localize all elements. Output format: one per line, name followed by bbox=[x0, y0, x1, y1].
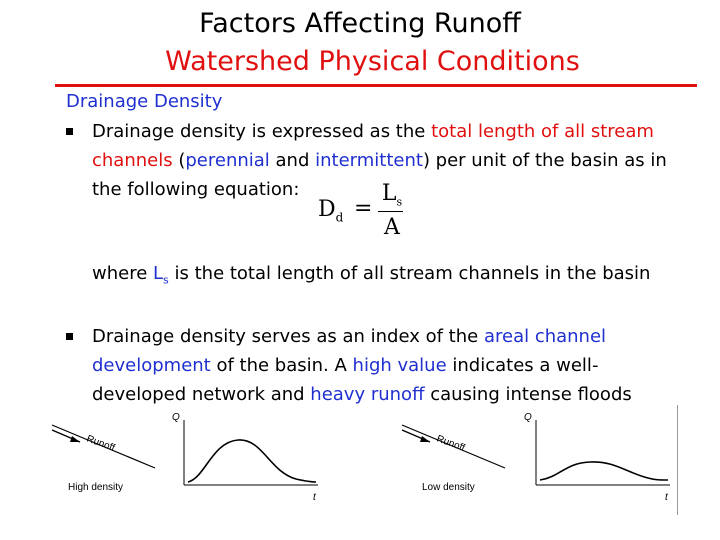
equation-lhs bbox=[318, 197, 343, 224]
hydrograph-curve-low bbox=[540, 462, 668, 480]
t-axis-label: t bbox=[313, 492, 316, 503]
highlight-blue: areal channel bbox=[483, 326, 607, 347]
runoff-label: Runoff bbox=[84, 433, 117, 454]
highlight-blue: intermittent bbox=[315, 150, 423, 171]
bullet-drainage-index bbox=[66, 322, 682, 409]
arrowhead-icon bbox=[70, 436, 80, 442]
q-axis-label: Q bbox=[172, 412, 180, 423]
equation-subscript: s bbox=[396, 195, 403, 209]
equation-subscript: s bbox=[163, 273, 169, 287]
bullet-square-icon bbox=[66, 128, 73, 135]
text-span: indicates a well- bbox=[446, 355, 599, 376]
symbol-ls bbox=[153, 263, 169, 287]
bullet-line bbox=[92, 117, 682, 146]
text-span: ( bbox=[172, 150, 186, 171]
arrowhead-icon bbox=[420, 436, 430, 442]
bullet-line bbox=[92, 146, 682, 175]
runoff-label: Runoff bbox=[434, 433, 467, 454]
slide-subtitle: Watershed Physical Conditions bbox=[165, 46, 580, 77]
bullet-text bbox=[92, 322, 682, 409]
t-axis-label: t bbox=[665, 492, 668, 503]
text-span: ) per unit of the basin as in bbox=[422, 150, 667, 171]
section-heading: Drainage Density bbox=[66, 91, 223, 112]
equation-denominator: A bbox=[384, 215, 400, 240]
bullet-line: the following equation: bbox=[92, 179, 300, 200]
highlight-red: channels bbox=[92, 150, 173, 171]
highlight-blue: high value bbox=[352, 355, 447, 376]
equation-equals: = bbox=[354, 196, 373, 221]
hydrograph-figures bbox=[0, 400, 720, 540]
text-span: and bbox=[269, 150, 316, 171]
q-axis-label: Q bbox=[524, 412, 532, 423]
equation-symbol: L bbox=[381, 181, 397, 206]
slide-title: Factors Affecting Runoff bbox=[199, 8, 521, 39]
high-density-figure bbox=[52, 412, 318, 503]
highlight-blue: development bbox=[92, 355, 211, 376]
figure-caption: Low density bbox=[422, 482, 475, 493]
highlight-blue: heavy runoff bbox=[310, 384, 425, 405]
equation-subscript: d bbox=[335, 210, 344, 225]
equation-symbol: L bbox=[153, 263, 164, 284]
bullet-line bbox=[92, 351, 682, 380]
text-span: Drainage density serves as an index of the bbox=[92, 326, 484, 347]
where-line bbox=[92, 263, 650, 287]
figure-caption: High density bbox=[68, 482, 124, 493]
text-span: causing intense floods bbox=[424, 384, 632, 405]
text-span: developed network and bbox=[92, 384, 311, 405]
title-divider bbox=[55, 84, 697, 87]
text-span: Drainage density is expressed as the bbox=[92, 121, 432, 142]
low-density-figure bbox=[402, 412, 670, 503]
equation-numerator bbox=[380, 181, 404, 208]
hydrograph-curve-high bbox=[188, 440, 316, 482]
bullet-drainage-definition bbox=[66, 117, 682, 204]
fraction-bar bbox=[378, 211, 403, 212]
text-span: where bbox=[92, 263, 154, 284]
highlight-blue: perennial bbox=[185, 150, 270, 171]
text-span: is the total length of all stream channels in the basin bbox=[168, 263, 651, 284]
text-span: of the basin. A bbox=[210, 355, 353, 376]
equation-symbol: D bbox=[318, 197, 336, 222]
highlight-red: total length of all stream bbox=[431, 121, 654, 142]
bullet-line bbox=[92, 322, 682, 351]
bullet-square-icon bbox=[66, 333, 73, 340]
